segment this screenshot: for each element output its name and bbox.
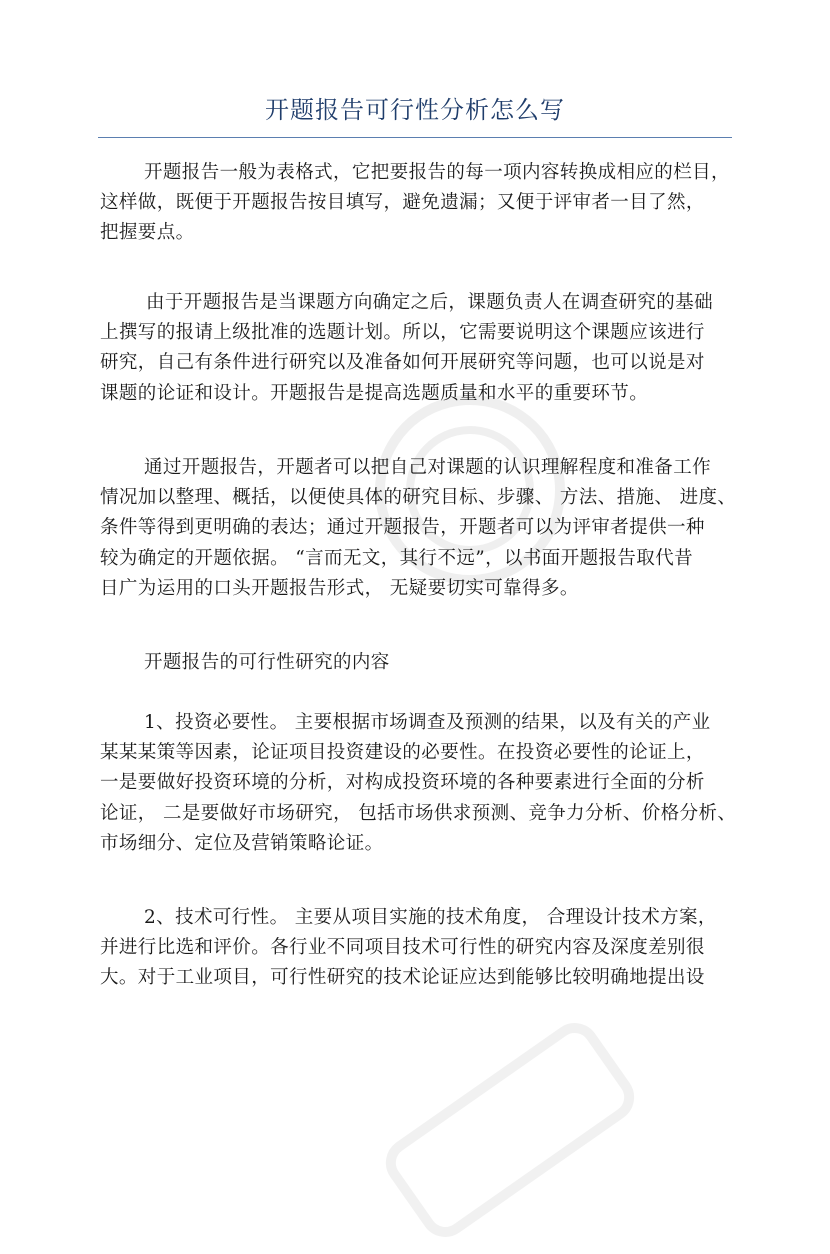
paragraph-line: 条件等得到更明确的表达；通过开题报告，开题者可以为评审者提供一种 <box>100 517 705 539</box>
paragraph-technical-feasibility <box>100 903 740 994</box>
paragraph-benefits <box>100 453 740 604</box>
paragraph-line: 开题报告的可行性研究的内容 <box>144 652 390 673</box>
section-heading <box>100 648 740 678</box>
title-divider <box>98 137 732 138</box>
paragraph-line: 一是要做好投资环境的分析，对构成投资环境的各种要素进行全面的分析 <box>100 772 705 794</box>
paragraph-line: 1、投资必要性。 主要根据市场调查及预测的结果，以及有关的产业 <box>144 712 711 733</box>
paragraph-line: 这样做，既便于开题报告按目填写，避免遗漏；又便于评审者一目了然， <box>100 192 705 214</box>
paragraph-line: 市场细分、定位及营销策略论证。 <box>100 832 384 854</box>
paragraph-line: 由于开题报告是当课题方向确定之后，课题负责人在调查研究的基础 <box>146 292 714 313</box>
paragraph-line: 某某某策等因素，论证项目投资建设的必要性。在投资必要性的论证上， <box>100 742 705 764</box>
paragraph-line: 上撰写的报请上级批准的选题计划。所以，它需要说明这个课题应该进行 <box>100 322 705 344</box>
paragraph-line: 通过开题报告，开题者可以把自己对课题的认识理解程度和准备工作 <box>144 457 712 478</box>
page-title: 开题报告可行性分析怎么写 <box>265 96 565 124</box>
paragraph-line: 2、技术可行性。 主要从项目实施的技术角度， 合理设计技术方案， <box>144 907 717 928</box>
paragraph-intro <box>100 158 740 249</box>
paragraph-line: 开题报告一般为表格式，它把要报告的每一项内容转换成相应的栏目， <box>144 162 730 183</box>
paragraph-line: 情况加以整理、概括，以便使具体的研究目标、步骤、 方法、措施、 进度、 <box>100 487 737 509</box>
paragraph-line: 课题的论证和设计。开题报告是提高选题质量和水平的重要环节。 <box>100 382 649 404</box>
paragraph-line: 把握要点。 <box>100 222 195 244</box>
paragraph-line: 研究，自己有条件进行研究以及准备如何开展研究等问题，也可以说是对 <box>100 352 705 374</box>
paragraph-line: 大。对于工业项目，可行性研究的技术论证应达到能够比较明确地提出设 <box>100 967 705 989</box>
paragraph-line: 日广为运用的口头开题报告形式， 无疑要切实可靠得多。 <box>100 577 579 599</box>
paragraph-investment-necessity <box>100 708 740 859</box>
watermark-icon <box>369 1006 651 1253</box>
paragraph-line: 论证， 二是要做好市场研究， 包括市场供求预测、竞争力分析、价格分析、 <box>100 802 737 824</box>
paragraph-line: 较为确定的开题依据。 “言而无文，其行不远”，以书面开题报告取代昔 <box>100 547 693 569</box>
paragraph-purpose <box>100 288 740 409</box>
paragraph-line: 并进行比选和评价。各行业不同项目技术可行性的研究内容及深度差别很 <box>100 937 705 959</box>
